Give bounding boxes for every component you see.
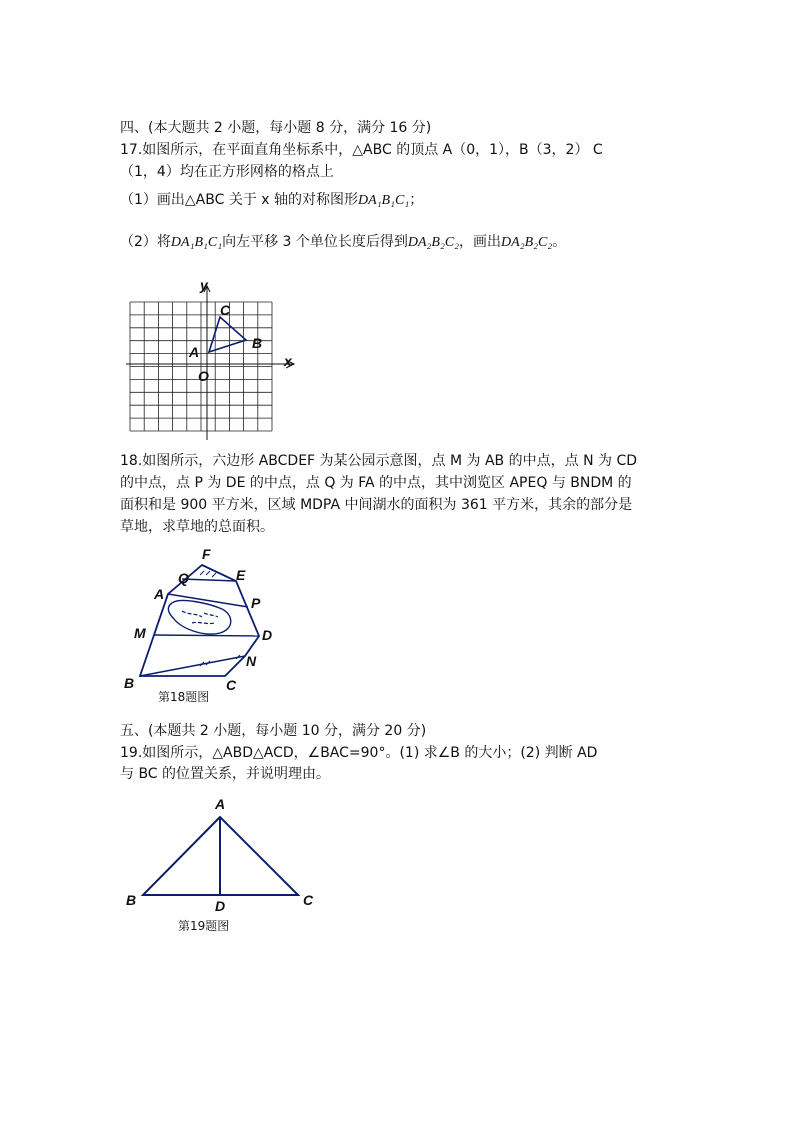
lake-outline [168,601,230,635]
vertex-b-label: B [126,892,137,908]
y-axis-label: y [200,277,208,293]
q17-part2-suffix: 。 [552,234,567,250]
q17-part2 [120,233,566,252]
grid-lines [130,302,272,431]
vertex-d-label: D [262,627,273,643]
line-md [154,635,259,636]
q17-tri1-b: DA₁B₁C₁ [170,235,223,250]
vertex-b-label: B [252,335,263,351]
q18-line1: 18.如图所示，六边形 ABCDEF 为某公园示意图，点 M 为 AB 的中点，点 N 为 CD [120,453,637,469]
hatch-top [200,571,216,577]
point-q-label: Q [178,570,189,586]
q18-park-figure [118,543,288,708]
point-m-label: M [134,625,146,641]
vertex-a-label: A [189,344,200,360]
q17-part2-mid1: 向左平移 3 个单位长度后得到 [222,234,408,250]
q17-line2: （1，4）均在正方形网格的格点上 [120,164,334,180]
vertex-b-label: B [124,675,135,691]
line-qe [182,579,236,581]
vertex-a-label: A [215,796,226,812]
q17-coordinate-grid [118,274,308,444]
q18-line2: 的中点，点 P 为 DE 的中点，点 Q 为 FA 的中点，其中浏览区 APEQ 与 BNDM 的 [120,475,632,491]
section4-heading: 四、(本大题共 2 小题，每小题 8 分，满分 16 分) [120,120,432,136]
q17-part2-mid2: ，画出 [459,234,502,250]
q19-line2: 与 BC 的位置关系，并说明理由。 [120,766,331,782]
q17-tri2-a: DA₂B₂C₂ [407,235,460,250]
section5-heading: 五、(本题共 2 小题，每小题 10 分，满分 20 分) [120,723,427,739]
point-n-label: N [246,653,257,669]
point-p-label: P [251,595,261,611]
q17-tri1-a: DA₁B₁C₁ [358,193,410,208]
vertex-c-label: C [226,677,237,693]
q19-triangle-figure [118,792,328,942]
q17-part1-prefix: （1）画出△ABC 关于 x 轴的对称图形 [120,192,359,208]
q17-part2-prefix: （2）将 [120,234,171,250]
origin-label: O [198,368,209,384]
q19-line1: 19.如图所示，△ABD△ACD，∠BAC=90°。(1) 求∠B 的大小；(2) 判断 AD [120,745,598,761]
lake-ripples [182,611,218,624]
vertex-a-label: A [154,586,165,602]
q17-part1 [120,191,423,210]
x-axis-label: x [284,353,292,369]
vertex-c-label: C [303,892,314,908]
q17-tri2-b: DA₂B₂C₂ [501,235,553,250]
q18-line3: 面积和是 900 平方米，区域 MDPA 中间湖水的面积为 361 平方米，其余的部分是 [120,497,633,513]
point-d-label: D [215,898,226,914]
q17-part1-suffix: ； [409,192,424,208]
figure-18-caption: 第18题图 [158,690,210,704]
figure-19-caption: 第19题图 [178,919,230,933]
q18-line4: 草地，求草地的总面积。 [120,519,274,535]
vertex-c-label: C [220,302,231,318]
triangle-abc [209,317,246,352]
vertex-f-label: F [202,546,211,562]
q17-line1: 17.如图所示，在平面直角坐标系中，△ABC 的顶点 A（0，1），B（3，2） C [120,142,603,158]
vertex-e-label: E [236,567,246,583]
